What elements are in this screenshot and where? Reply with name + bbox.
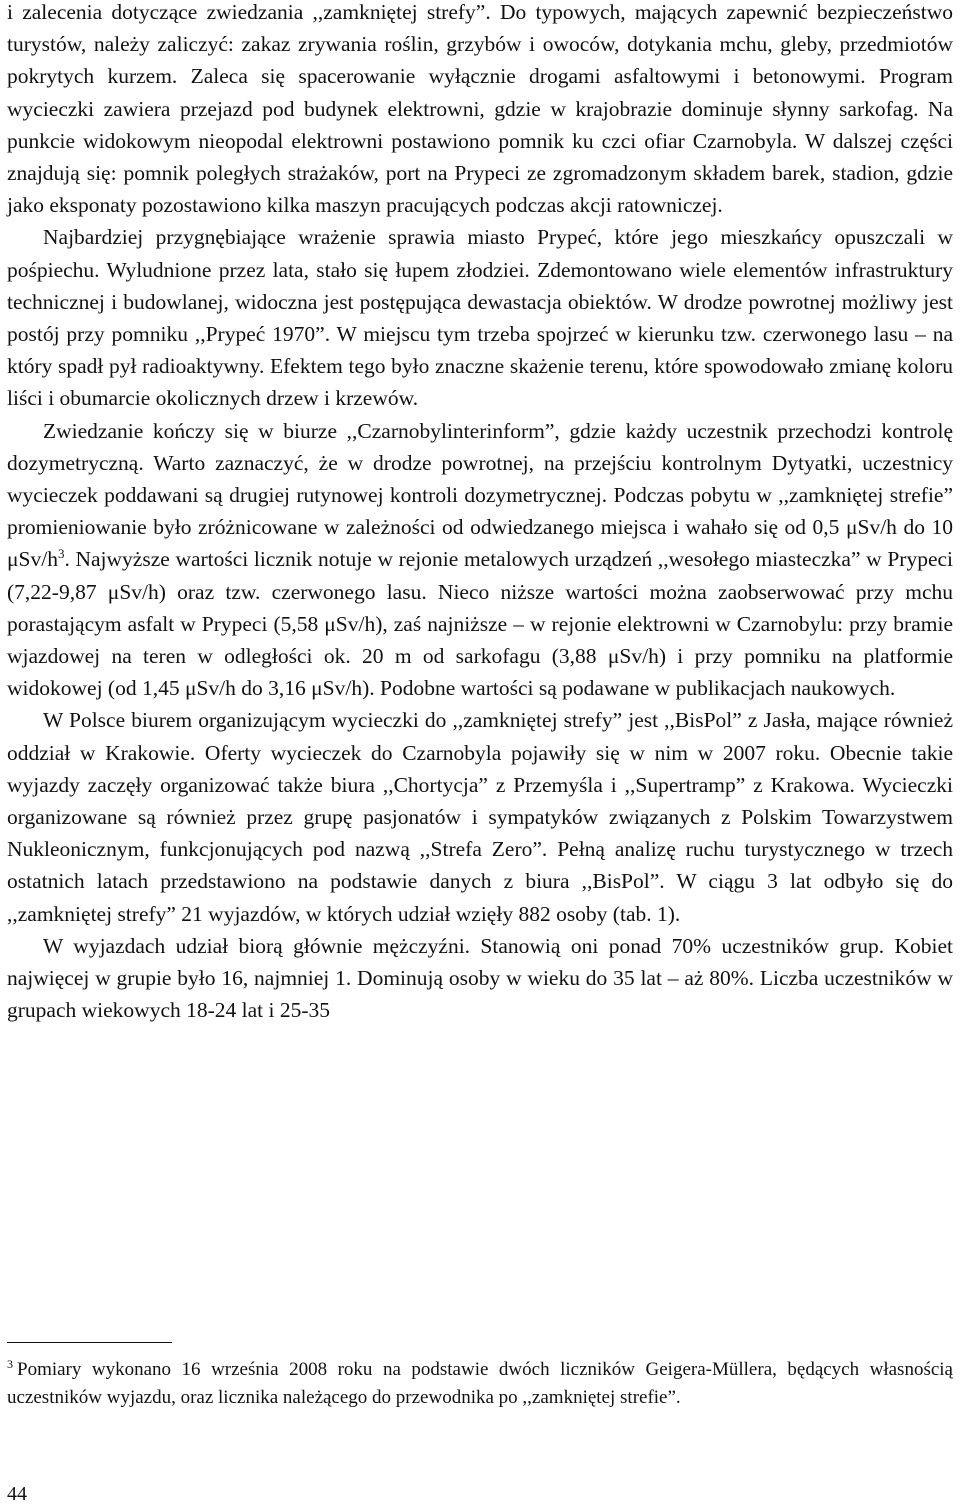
paragraph-1: i zalecenia dotyczące zwiedzania ,,zamkniętej strefy”. Do typowych, mających zapewnić bezpieczeństwo turystów, należy zaliczyć: zakaz zrywania roślin, grzybów i owoców, dotykania mchu, gleby, przedmiotów pokrytych kurzem. Zaleca się spacerowanie wyłącznie drogami asfaltowymi i betonowymi. Program wycieczki zawiera przejazd pod budynek elektrowni, gdzie w krajobrazie dominuje słynny sarkofag. Na punkcie widokowym nieopodal elektrowni postawiono pomnik ku czci ofiar Czarnobyla. W dalszej części znajdują się: pomnik poległych strażaków, port na Prypeci ze zgromadzonym składem barek, stadion, gdzie jako eksponaty pozostawiono kilka maszyn pracujących podczas akcji ratowniczej. [7,0,953,218]
paragraph-2: Najbardziej przygnębiające wrażenie sprawia miasto Prypeć, które jego mieszkańcy opuszczali w pośpiechu. Wyludnione przez lata, stało się łupem złodziei. Zdemontowano wiele elementów infrastruktury technicznej i budowlanej, widoczna jest postępująca dewastacja obiektów. W drodze powrotnej możliwy jest postój przy pomniku ,,Prypeć 1970”. W miejscu tym trzeba spojrzeć w kierunku tzw. czerwonego lasu – na który spadł pył radioaktywny. Efektem tego było znaczne skażenie terenu, które spowodowało zmianę koloru liści i obumarcie okolicznych drzew i krzewów. [7,225,953,411]
footnote-marker: 3 [7,1356,13,1371]
footnote-divider [7,1342,172,1343]
paragraph-5: W wyjazdach udział biorą głównie mężczyźni. Stanowią oni ponad 70% uczestników grup. Kobiet najwięcej w grupie było 16, najmniej 1. Dominują osoby w wieku do 35 lat – aż 80%. Liczba uczestników w grupach wiekowych 18-24 lat i 25-35 [7,933,953,1023]
paragraph-3 [7,415,953,705]
body-text [7,0,953,1027]
paragraph-3-part-2: . Najwyższe wartości licznik notuje w rejonie metalowych urządzeń ,,wesołego miasteczka” w Prypeci (7,22-9,87 μSv/h) oraz tzw. czerwonego lasu. Nieco niższe wartości można zaobserwować przy mchu porastającym asfalt w Prypeci (5,58 μSv/h), zaś najniższe – w rejonie elektrowni w Czarnobylu: przy bramie wjazdowej na teren w odległości ok. 20 m od sarkofagu (3,88 μSv/h) i przy pomniku na platformie widokowej (od 1,45 μSv/h do 3,16 μSv/h). Podobne wartości są podawane w publikacjach naukowych. [7,547,953,701]
paragraph-3-part-1: Zwiedzanie kończy się w biurze ,,Czarnobylinterinform”, gdzie każdy uczestnik przechodzi kontrolę dozymetryczną. Warto zaznaczyć, że w drodze powrotnej, na przejściu kontrolnym Dytyatki, uczestnicy wycieczek poddawani są drugiej rutynowej kontroli dozymetrycznej. Podczas pobytu w ,,zamkniętej strefie” promieniowanie było zróżnicowane w zależności od odwiedzanego miejsca i wahało się od 0,5 μSv/h do 10 μSv/h [7,418,953,572]
footnote [7,1356,953,1411]
footnote-text: Pomiary wykonano 16 września 2008 roku na podstawie dwóch liczników Geigera-Müllera, będących własnością uczestników wyjazdu, oraz licznika należącego do przewodnika po ,,zamkniętej strefie”. [7,1359,953,1408]
footnote-reference[interactable]: 3 [57,546,65,562]
paragraph-4: W Polsce biurem organizującym wycieczki do ,,zamkniętej strefy” jest ,,BisPol” z Jasła, mające również oddział w Krakowie. Oferty wycieczek do Czarnobyla pojawiły się w nim w 2007 roku. Obecnie takie wyjazdy zaczęły organizować także biura ,,Chortycja” z Przemyśla i ,,Supertramp” z Krakowa. Wycieczki organizowane są również przez grupę pasjonatów i sympatyków związanych z Polskim Towarzystwem Nukleonicznym, funkcjonujących pod nazwą ,,Strefa Zero”. Pełną analizę ruchu turystycznego w trzech ostatnich latach przedstawiono na podstawie danych z biura ,,BisPol”. W ciągu 3 lat odbyło się do ,,zamkniętej strefy” 21 wyjazdów, w których udział wzięły 882 osoby (tab. 1). [7,708,953,926]
page-number: 44 [7,1483,27,1505]
